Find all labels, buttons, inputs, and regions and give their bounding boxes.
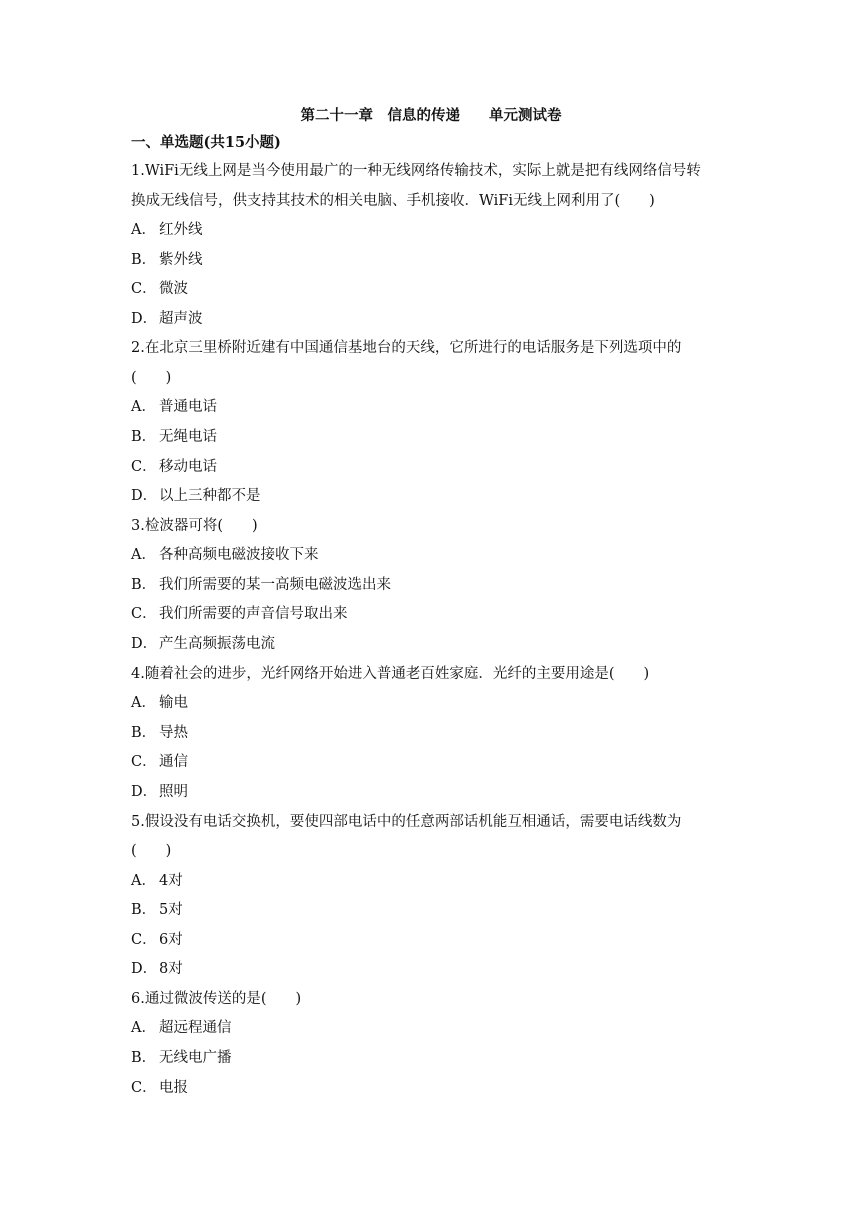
option-d bbox=[131, 630, 731, 660]
option-letter: C． bbox=[131, 931, 157, 948]
option-d bbox=[131, 955, 731, 985]
question-6 bbox=[131, 985, 731, 1103]
option-c bbox=[131, 453, 731, 483]
option-text: 以上三种都不是 bbox=[159, 488, 261, 505]
option-letter: B． bbox=[131, 576, 157, 593]
option-c bbox=[131, 926, 731, 956]
option-c bbox=[131, 600, 731, 630]
option-c bbox=[131, 748, 731, 778]
option-a bbox=[131, 867, 731, 897]
option-d bbox=[131, 778, 731, 808]
option-b bbox=[131, 719, 731, 749]
option-letter: B． bbox=[131, 902, 157, 919]
option-text: 电报 bbox=[159, 1079, 188, 1096]
option-a bbox=[131, 216, 731, 246]
option-letter: D． bbox=[131, 636, 158, 653]
document-page bbox=[131, 104, 731, 1103]
option-text: 紫外线 bbox=[159, 251, 203, 268]
option-text: 我们所需要的某一高频电磁波选出来 bbox=[159, 576, 391, 593]
option-letter: B． bbox=[131, 428, 157, 445]
option-text: 红外线 bbox=[159, 222, 203, 238]
option-letter: D． bbox=[131, 310, 158, 327]
option-text: 我们所需要的声音信号取出来 bbox=[159, 606, 348, 623]
option-letter: C． bbox=[131, 1079, 157, 1096]
question-stem-line: ( ) bbox=[131, 843, 172, 859]
question-stem-line: 3.检波器可将( ) bbox=[131, 517, 258, 534]
option-text: 超声波 bbox=[159, 310, 203, 327]
option-letter: D． bbox=[131, 488, 158, 505]
option-letter: A． bbox=[131, 872, 156, 889]
option-text: 普通电话 bbox=[159, 399, 217, 416]
option-b bbox=[131, 1044, 731, 1074]
option-text: 5对 bbox=[159, 902, 183, 919]
option-letter: B． bbox=[131, 724, 157, 741]
option-letter: C． bbox=[131, 458, 157, 475]
option-c bbox=[131, 275, 731, 305]
option-a bbox=[131, 393, 731, 423]
option-letter: D． bbox=[131, 783, 158, 800]
question-5 bbox=[131, 808, 731, 985]
option-letter: B． bbox=[131, 251, 157, 268]
section-heading: 一、单选题(共15小题) bbox=[131, 134, 281, 151]
page-title: 第二十一章 信息的传递 单元测试卷 bbox=[300, 107, 562, 124]
option-text: 导热 bbox=[159, 724, 188, 741]
option-text: 输电 bbox=[159, 695, 188, 712]
question-stem-line: 5.假设没有电话交换机，要使四部电话中的任意两部话机能互相通话，需要电话线数为 bbox=[131, 813, 682, 830]
option-text: 产生高频振荡电流 bbox=[159, 636, 275, 653]
option-letter: C． bbox=[131, 281, 157, 298]
option-d bbox=[131, 305, 731, 335]
question-stem-line: 2.在北京三里桥附近建有中国通信基地台的天线，它所进行的电话服务是下列选项中的 bbox=[131, 340, 682, 357]
option-letter: D． bbox=[131, 961, 158, 978]
option-text: 8对 bbox=[159, 961, 183, 978]
option-a bbox=[131, 541, 731, 571]
option-letter: C． bbox=[131, 606, 157, 623]
option-b bbox=[131, 246, 731, 276]
question-stem-line: 4.随着社会的进步，光纤网络开始进入普通老百姓家庭．光纤的主要用途是( ) bbox=[131, 665, 650, 682]
option-b bbox=[131, 571, 731, 601]
option-text: 微波 bbox=[159, 281, 188, 298]
option-text: 4对 bbox=[159, 872, 183, 889]
option-c bbox=[131, 1074, 731, 1104]
option-d bbox=[131, 482, 731, 512]
question-1 bbox=[131, 157, 731, 334]
option-a bbox=[131, 689, 731, 719]
option-letter: A． bbox=[131, 222, 156, 238]
question-4 bbox=[131, 660, 731, 808]
question-stem-line: 6.通过微波传送的是( ) bbox=[131, 990, 302, 1007]
option-b bbox=[131, 423, 731, 453]
question-stem-line: ( ) bbox=[131, 369, 172, 386]
option-letter: A． bbox=[131, 399, 156, 416]
option-text: 无绳电话 bbox=[159, 428, 217, 445]
option-letter: A． bbox=[131, 547, 156, 564]
question-stem-line: 换成无线信号，供支持其技术的相关电脑、手机接收．WiFi无线上网利用了( ) bbox=[131, 192, 655, 209]
option-text: 6对 bbox=[159, 931, 183, 948]
option-b bbox=[131, 896, 731, 926]
question-2 bbox=[131, 334, 731, 511]
question-3 bbox=[131, 512, 731, 660]
option-a bbox=[131, 1014, 731, 1044]
option-letter: B． bbox=[131, 1049, 157, 1066]
option-letter: A． bbox=[131, 695, 156, 712]
option-text: 通信 bbox=[159, 754, 188, 771]
option-text: 各种高频电磁波接收下来 bbox=[159, 547, 319, 564]
option-letter: C． bbox=[131, 754, 157, 771]
option-text: 照明 bbox=[159, 783, 188, 800]
option-text: 超远程通信 bbox=[159, 1020, 232, 1037]
question-stem-line: 1.WiFi无线上网是当今使用最广的一种无线网络传输技术，实际上就是把有线网络信号转 bbox=[131, 163, 701, 179]
option-text: 无线电广播 bbox=[159, 1049, 232, 1066]
option-letter: A． bbox=[131, 1020, 156, 1037]
option-text: 移动电话 bbox=[159, 458, 217, 475]
